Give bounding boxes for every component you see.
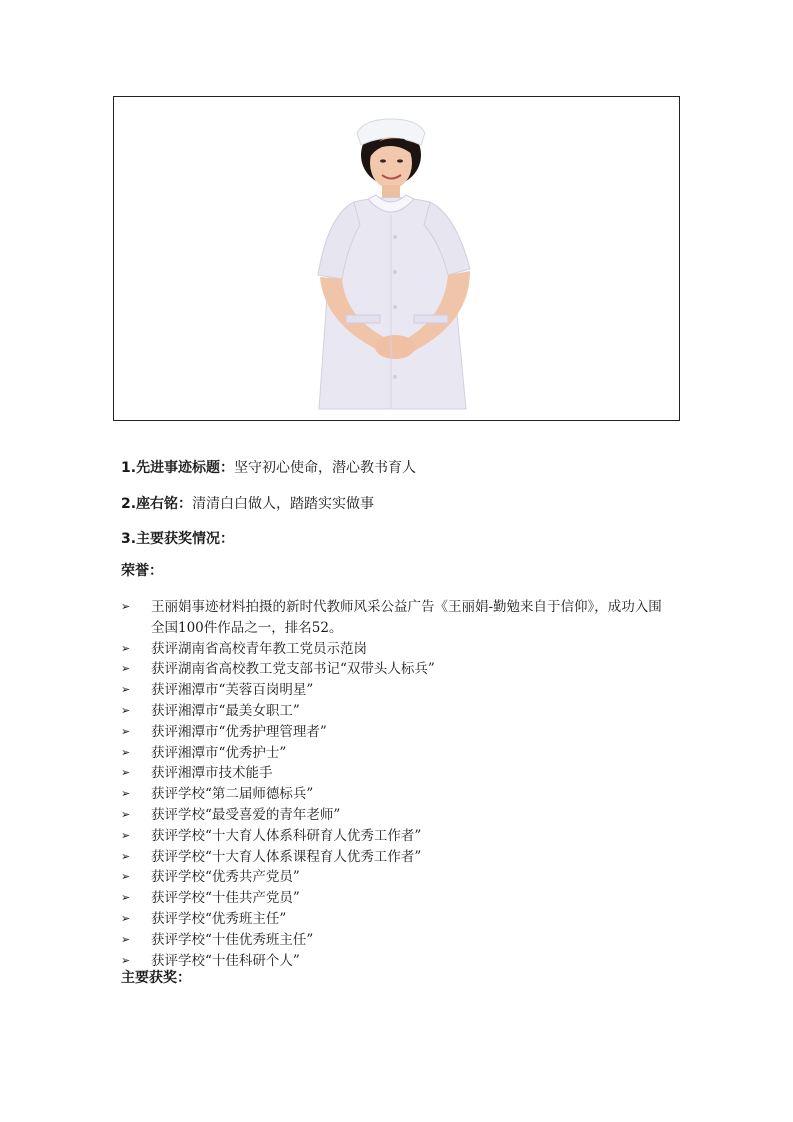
advanced-deeds-title-line xyxy=(121,459,416,477)
item-3-num: 3. xyxy=(121,531,137,547)
arrow-bullet-icon: ➢ xyxy=(121,911,131,925)
list-item xyxy=(121,597,671,639)
arrow-bullet-icon: ➢ xyxy=(121,932,131,946)
honor-text: 获评学校“优秀共产党员” xyxy=(151,869,300,886)
item-3-label: 主要获奖情况： xyxy=(136,531,235,547)
arrow-bullet-icon: ➢ xyxy=(121,953,131,967)
nurse-portrait-illustration xyxy=(114,97,679,420)
honor-text: 获评学校“第二届师德标兵” xyxy=(151,786,314,803)
honor-text: 获评湖南省高校教工党支部书记“双带头人标兵” xyxy=(151,661,435,678)
item-1-value: 坚守初心使命，潜心教书育人 xyxy=(234,460,417,476)
honor-text: 获评学校“最受喜爱的青年老师” xyxy=(151,806,341,823)
honor-text: 获评湖南省高校青年教工党员示范岗 xyxy=(151,640,367,657)
main-awards-heading: 主要获奖： xyxy=(121,970,191,986)
honor-text: 获评学校“十佳优秀班主任” xyxy=(151,931,314,948)
arrow-bullet-icon: ➢ xyxy=(121,703,131,717)
arrow-bullet-icon: ➢ xyxy=(121,828,131,842)
honors-list xyxy=(121,597,681,971)
item-1-label: 先进事迹标题： xyxy=(136,460,235,476)
list-item xyxy=(121,888,681,909)
honor-text: 获评学校“优秀班主任” xyxy=(151,910,287,927)
arrow-bullet-icon: ➢ xyxy=(121,849,131,863)
list-item xyxy=(121,659,681,680)
motto-line xyxy=(121,495,374,513)
list-item xyxy=(121,743,681,764)
arrow-bullet-icon: ➢ xyxy=(121,662,131,676)
arrow-bullet-icon: ➢ xyxy=(121,807,131,821)
list-item xyxy=(121,867,681,888)
honor-text: 获评学校“十佳科研个人” xyxy=(151,952,300,969)
list-item xyxy=(121,639,681,660)
list-item xyxy=(121,784,681,805)
arrow-bullet-icon: ➢ xyxy=(121,600,131,613)
honor-text: 获评学校“十佳共产党员” xyxy=(151,890,300,907)
list-item xyxy=(121,909,681,930)
arrow-bullet-icon: ➢ xyxy=(121,766,131,780)
arrow-bullet-icon: ➢ xyxy=(121,787,131,801)
portrait-photo-frame xyxy=(113,96,680,421)
list-item xyxy=(121,680,681,701)
list-item xyxy=(121,722,681,743)
honor-text: 获评湘潭市“芙蓉百岗明星” xyxy=(151,682,314,699)
honor-text: 获评湘潭市“优秀护理管理者” xyxy=(151,723,327,740)
list-item xyxy=(121,805,681,826)
honors-heading: 荣誉： xyxy=(121,563,163,579)
item-2-value: 清清白白做人，踏踏实实做事 xyxy=(192,496,375,512)
arrow-bullet-icon: ➢ xyxy=(121,745,131,759)
arrow-bullet-icon: ➢ xyxy=(121,870,131,884)
honor-text: 获评湘潭市技术能手 xyxy=(151,765,273,782)
list-item xyxy=(121,763,681,784)
list-item xyxy=(121,930,681,951)
honor-text: 获评湘潭市“优秀护士” xyxy=(151,744,287,761)
arrow-bullet-icon: ➢ xyxy=(121,641,131,655)
honor-text: 获评湘潭市“最美女职工” xyxy=(151,702,300,719)
item-2-label: 座右铭： xyxy=(136,496,193,512)
list-item xyxy=(121,826,681,847)
list-item xyxy=(121,701,681,722)
arrow-bullet-icon: ➢ xyxy=(121,891,131,905)
awards-summary-line xyxy=(121,530,234,548)
list-item xyxy=(121,847,681,868)
arrow-bullet-icon: ➢ xyxy=(121,683,131,697)
honor-text: 王丽娟事迹材料拍摄的新时代教师风采公益广告《王丽娟-勤勉来自于信仰》，成功入围全国100件作品之一，排名52。 xyxy=(151,599,662,636)
item-1-num: 1. xyxy=(121,460,137,476)
item-2-num: 2. xyxy=(121,496,137,512)
honor-text: 获评学校“十大育人体系课程育人优秀工作者” xyxy=(151,848,422,865)
list-item xyxy=(121,951,681,972)
arrow-bullet-icon: ➢ xyxy=(121,724,131,738)
honor-text: 获评学校“十大育人体系科研育人优秀工作者” xyxy=(151,827,422,844)
